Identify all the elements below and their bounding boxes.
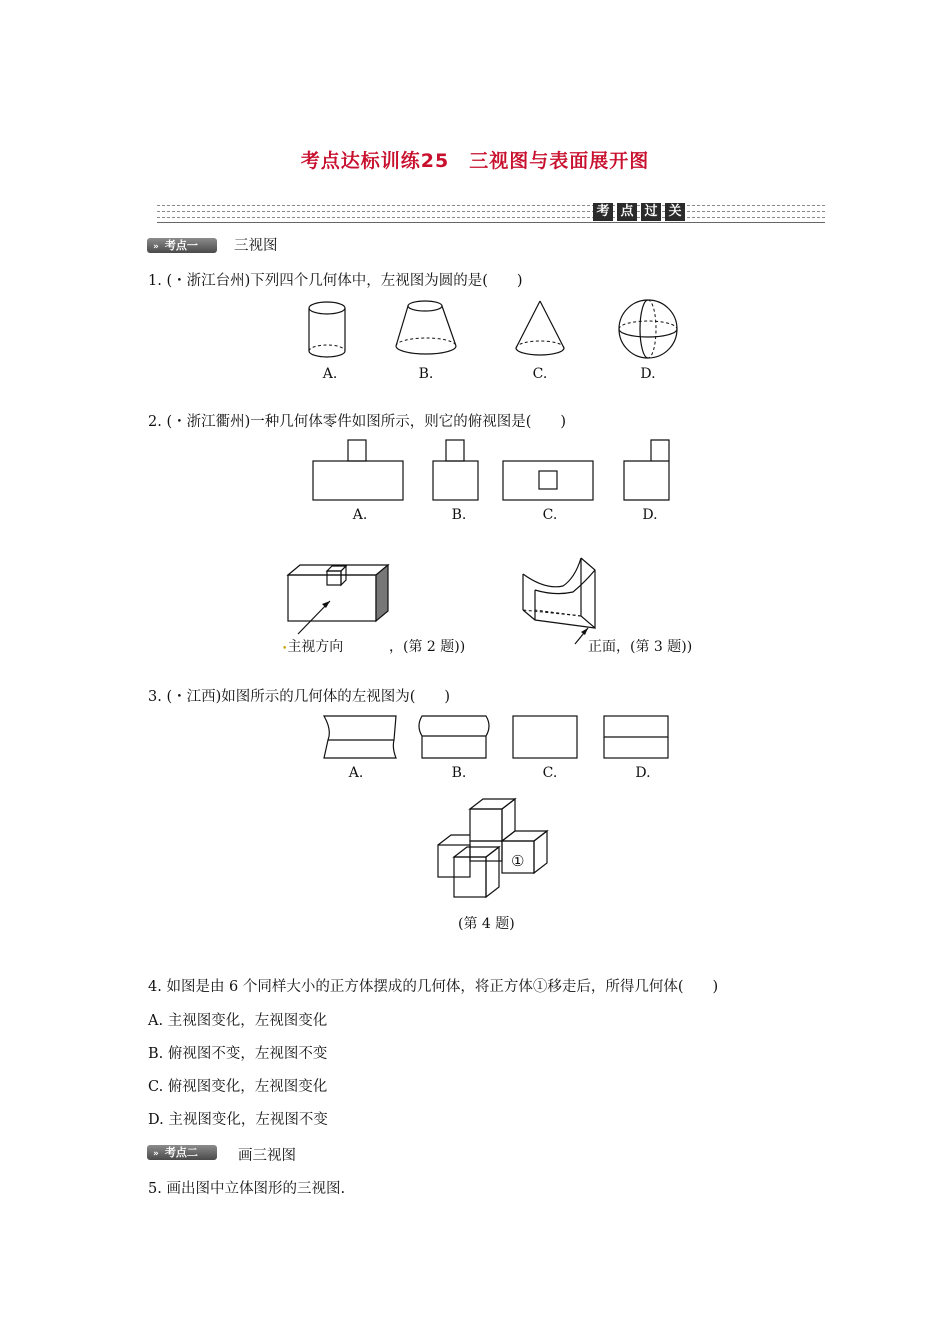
option-label: A. [322, 366, 338, 382]
option-label: C. [542, 507, 558, 523]
question-2: 2. (・浙江衢州)一种几何体零件如图所示，则它的俯视图是( ) [148, 414, 567, 430]
option-label: C. [532, 366, 548, 382]
q1-solids-figure [290, 296, 690, 366]
choice: A. 主视图变化，左视图变化 [148, 1013, 328, 1029]
section-badge-label: 考点一 [164, 239, 198, 252]
front-text: 正面 [588, 639, 616, 655]
section-name: 画三视图 [238, 1148, 296, 1164]
page-title: 考点达标训练25 三视图与表面展开图 [300, 150, 650, 172]
q3-options-figure [310, 712, 680, 764]
option-label: B. [451, 765, 467, 781]
question-4: 4. 如图是由 6 个同样大小的正方体摆成的几何体，将正方体①移走后，所得几何体( ) [148, 979, 719, 995]
option-label: D. [642, 507, 658, 523]
band-tab: 关 [665, 203, 685, 221]
direction-text: 主视方向 [287, 639, 344, 655]
section-band [157, 202, 825, 222]
q2-options-figure [310, 436, 680, 506]
section-badge: » 考点一 [147, 238, 217, 253]
section-badge-label: 考点二 [164, 1146, 198, 1159]
figure-caption: (第 4 题) [458, 916, 515, 932]
section-badge: » 考点二 [147, 1145, 217, 1160]
figure-caption: ，(第 3 题)) [616, 639, 693, 655]
choice: D. 主视图变化，左视图不变 [148, 1112, 328, 1128]
q2-solid-figure [280, 545, 400, 635]
question-1: 1. (・浙江台州)下列四个几何体中，左视图为圆的是( ) [148, 273, 523, 289]
option-label: B. [418, 366, 434, 382]
q4-cubes-figure [430, 795, 550, 905]
option-label: A. [352, 507, 368, 523]
q2-direction-caption: •主视方向 [282, 639, 344, 655]
figure-caption: ，(第 2 题)) [389, 639, 466, 655]
band-tab: 过 [641, 203, 661, 221]
q3-solid-figure [515, 550, 615, 650]
band-tab: 考 [593, 203, 613, 221]
option-label: A. [348, 765, 364, 781]
section-name: 三视图 [234, 238, 278, 254]
option-label: D. [635, 765, 651, 781]
choice: B. 俯视图不变，左视图不变 [148, 1046, 328, 1062]
choice: C. 俯视图变化，左视图变化 [148, 1079, 328, 1095]
q3-front-caption [588, 636, 692, 656]
option-label: C. [542, 765, 558, 781]
band-tab: 点 [617, 203, 637, 221]
option-label: B. [451, 507, 467, 523]
question-5: 5. 画出图中立体图形的三视图. [148, 1181, 346, 1197]
question-3: 3. (・江西)如图所示的几何体的左视图为( ) [148, 689, 451, 705]
option-label: D. [640, 366, 656, 382]
cube-mark: ① [511, 852, 525, 870]
